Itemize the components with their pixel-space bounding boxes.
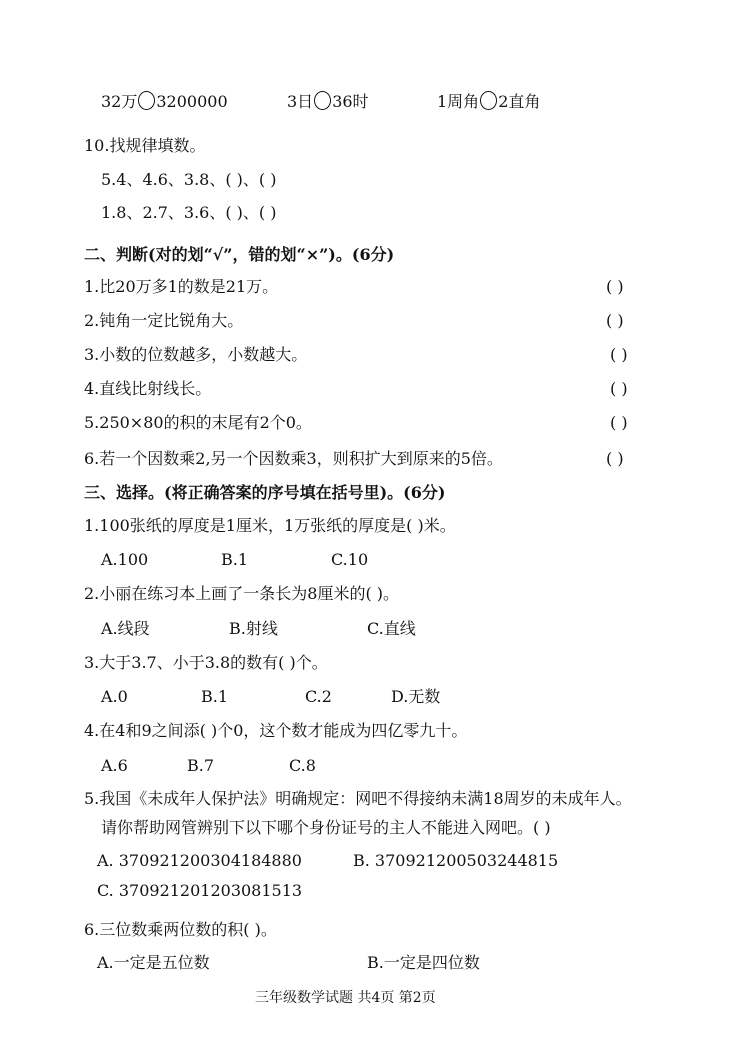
- choice-question: 6.三位数乘两位数的积( )。: [84, 920, 277, 939]
- judge-item: 2.钝角一定比锐角大。 ( ): [0, 306, 752, 336]
- option[interactable]: B.射线: [229, 619, 278, 638]
- choice-options: [0, 545, 752, 575]
- answer-blank[interactable]: ( ): [610, 345, 628, 364]
- choice-question-continued: 请你帮助网管辨别下以下哪个身份证号的主人不能进入网吧。( ): [101, 818, 551, 837]
- choice-options: [0, 751, 752, 781]
- option[interactable]: A. 370921200304184880: [97, 851, 302, 870]
- q10-seq-1: 5.4、4.6、3.8、( )、( ): [101, 170, 277, 189]
- judge-item: 1.比20万多1的数是21万。 ( ): [0, 272, 752, 302]
- option[interactable]: C.2: [305, 687, 332, 706]
- option[interactable]: C.直线: [367, 619, 416, 638]
- option[interactable]: A.线段: [101, 619, 150, 638]
- q10-title: 10.找规律填数。: [84, 136, 206, 155]
- option[interactable]: B.一定是四位数: [367, 953, 480, 972]
- answer-blank[interactable]: ( ): [610, 413, 628, 432]
- judge-item: 3.小数的位数越多，小数越大。 ( ): [0, 340, 752, 370]
- page-footer: 三年级数学试题 共4页 第2页: [255, 990, 436, 1006]
- option[interactable]: A.100: [101, 550, 149, 569]
- section-judge-heading: 二、判断(对的划“√”，错的划“×”)。(6分): [84, 245, 395, 264]
- choice-options: [0, 876, 752, 906]
- choice-question: 1.100张纸的厚度是1厘米，1万张纸的厚度是( )米。: [84, 516, 456, 535]
- answer-blank[interactable]: ( ): [606, 311, 624, 330]
- compare-circle-blank[interactable]: [314, 91, 331, 110]
- choice-question: 3.大于3.7、小于3.8的数有( )个。: [84, 653, 328, 672]
- compare-row: [0, 87, 752, 117]
- choice-options: [0, 846, 752, 876]
- q10-seq-2: 1.8、2.7、3.6、( )、( ): [101, 203, 277, 222]
- option[interactable]: D.无数: [391, 687, 441, 706]
- option[interactable]: A.一定是五位数: [97, 953, 210, 972]
- option[interactable]: C.8: [289, 756, 316, 775]
- section-choice-heading: 三、选择。(将正确答案的序号填在括号里)。(6分): [84, 483, 446, 502]
- option[interactable]: B. 370921200503244815: [353, 851, 559, 870]
- answer-blank[interactable]: ( ): [610, 379, 628, 398]
- answer-blank[interactable]: ( ): [606, 449, 624, 468]
- choice-options: [0, 948, 752, 978]
- compare-item-1: 32万 3200000: [101, 92, 228, 111]
- compare-circle-blank[interactable]: [480, 91, 497, 110]
- option[interactable]: C.10: [331, 550, 369, 569]
- choice-question: 2.小丽在练习本上画了一条长为8厘米的( )。: [84, 584, 400, 603]
- compare-item-2: 3日 36时: [287, 92, 369, 111]
- compare-circle-blank[interactable]: [138, 91, 155, 110]
- judge-item: 5.250×80的积的末尾有2个0。 ( ): [0, 408, 752, 438]
- option[interactable]: B.1: [201, 687, 229, 706]
- option[interactable]: A.6: [101, 756, 128, 775]
- option[interactable]: A.0: [101, 687, 128, 706]
- judge-item: 4.直线比射线长。 ( ): [0, 374, 752, 404]
- compare-item-3: 1周角 2直角: [437, 92, 541, 111]
- option[interactable]: B.7: [187, 756, 215, 775]
- option[interactable]: B.1: [221, 550, 249, 569]
- choice-options: [0, 682, 752, 712]
- option[interactable]: C. 370921201203081513: [97, 881, 303, 900]
- choice-options: [0, 614, 752, 644]
- choice-question: 5.我国《未成年人保护法》明确规定：网吧不得接纳未满18周岁的未成年人。: [84, 789, 632, 808]
- judge-item: 6.若一个因数乘2,另一个因数乘3，则积扩大到原来的5倍。 ( ): [0, 444, 752, 474]
- choice-question: 4.在4和9之间添( )个0，这个数才能成为四亿零九十。: [84, 721, 468, 740]
- answer-blank[interactable]: ( ): [606, 277, 624, 296]
